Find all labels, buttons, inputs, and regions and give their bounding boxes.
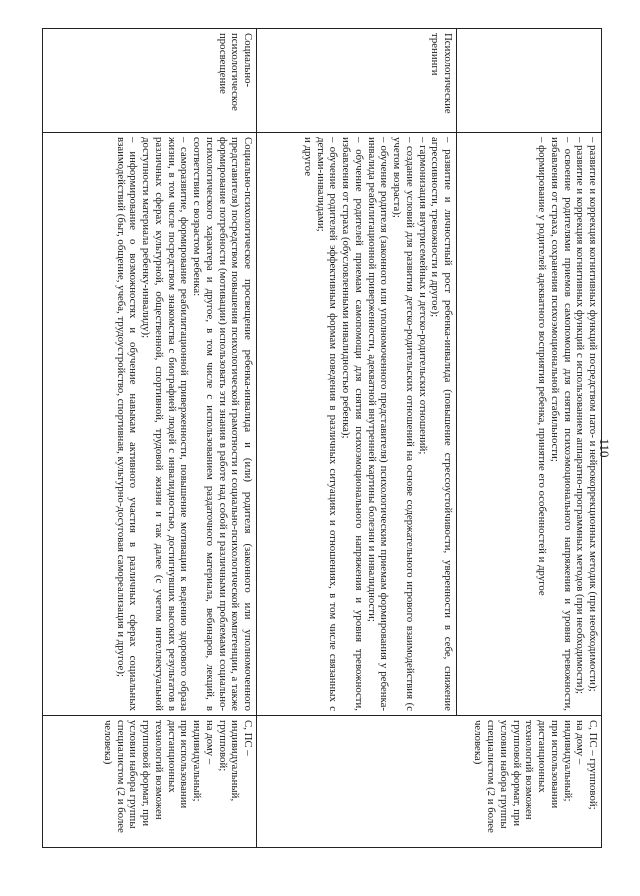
- service-content-cell: [257, 133, 457, 716]
- table-row: [43, 29, 257, 848]
- page-number: 110: [597, 438, 612, 458]
- content-line: – развитие и коррекция когнитивных функций с использованием аппаратно-программных методов (при необходимости);: [574, 137, 587, 695]
- content-line: – информирование о возможностях и обучение навыкам активного участия в различных сферах социальных взаимодействий (быт, общение, учеба, трудоустройство, спортивная, культурно-досуговая самореализация и другое);: [114, 137, 140, 711]
- format-line: на дому – индивидуальный;: [191, 720, 216, 802]
- content-line: – обучение родителей эффективным формам поведения в различных ситуациях и отношениях, в том числе связанных с детьми-инвалидами;: [314, 137, 340, 711]
- format-line: С, ПС – групповой;: [587, 720, 599, 810]
- service-content-cell: [43, 133, 257, 716]
- format-line: С, ПС –: [242, 720, 254, 756]
- format-line: при использовании дистанционных технологий возможен групповой формат, при условии набора группы специалистом (2 и более человека): [472, 720, 561, 833]
- content-line: – освоение родителями приемов самопомощи для снятия психоэмоционального напряжения и уровня тревожности, избавления от страха, сохранения психоэмоциональной стабильности;: [548, 137, 574, 711]
- content-line: – развитие и коррекция когнитивных функций посредством пато- и нейрокоррекционных методик (при необходимости);: [587, 137, 599, 692]
- services-table: [42, 28, 602, 848]
- service-format-cell: [43, 716, 257, 848]
- service-format-cell: [257, 716, 602, 848]
- service-content-cell: [457, 133, 602, 716]
- content-line: – формирование у родителей адекватного восприятия ребенка, принятие его особенностей и другое: [536, 137, 549, 596]
- content-line: – создание условий для развития детско-родительских отношений на основе содержательного игрового взаимодействия (с учетом возраста);: [391, 137, 416, 711]
- content-line: – обучение родителя (законного или уполномоченного представителя) психологическим приемам формирования у ребенка-инвалида реабилитационной приверженности, адекватной внутренней картины болезни и инвалидности;: [365, 137, 391, 711]
- service-name: Психологические тренинги: [429, 33, 454, 114]
- rotated-table-container: [42, 28, 602, 848]
- format-line: на дому – индивидуальный;: [561, 720, 587, 802]
- service-name-cell: [257, 29, 457, 133]
- service-name-cell: [43, 29, 257, 133]
- content-line: Социально-психологическое просвещение ребенка-инвалида и (или) родителя (законного или уполномоченного представителя) посредством повышения психологической грамотности и социально-психологической компетенции, а также формирование потребности (мотивации) использовать эти знания в работе над собой и различными проблемами социально-психологического характера и другое, в том числе с использованием раздаточного материала, вебинаров, лекций, в соответствии с возрастом ребенка:: [191, 137, 254, 711]
- format-line: при использовании дистанционных технологий возможен групповой формат, при условии набора группы специалистом (2 и более человека): [101, 720, 191, 833]
- document-page: [42, 28, 602, 848]
- service-name: Социально-психологическое просвещение: [216, 33, 254, 111]
- content-line: – гармонизация внутрисемейных и детско-родительских отношений;: [416, 137, 429, 455]
- content-line: – саморазвитие, формирование реабилитационной приверженности, повышение мотивации к ведению здорового образа жизни, в том числе посредством знакомства с биографией людей с инвалидностью, достигнувших высоких результатов в различных сферах культурной, общественной, спортивной, трудовой жизни и так далее (с учетом интеллектуальной доступности материала ребенку-инвалиду);: [140, 137, 191, 711]
- content-line: – обучение родителей приемам самопомощи для снятия психоэмоционального напряжения и уровня тревожности, избавления от страха (обусловленными инвалидностью ребенка);: [340, 137, 365, 711]
- format-line: индивидуальный, групповой;: [216, 720, 242, 802]
- content-line: и другое: [301, 137, 314, 177]
- content-line: – развитие и личностный рост ребенка-инвалида (повышение стрессоустойчивости, уверенности в себе, снижение агрессивности, тревожности и другое);: [429, 137, 454, 711]
- table-row: [457, 29, 602, 848]
- service-name-cell: [457, 29, 602, 133]
